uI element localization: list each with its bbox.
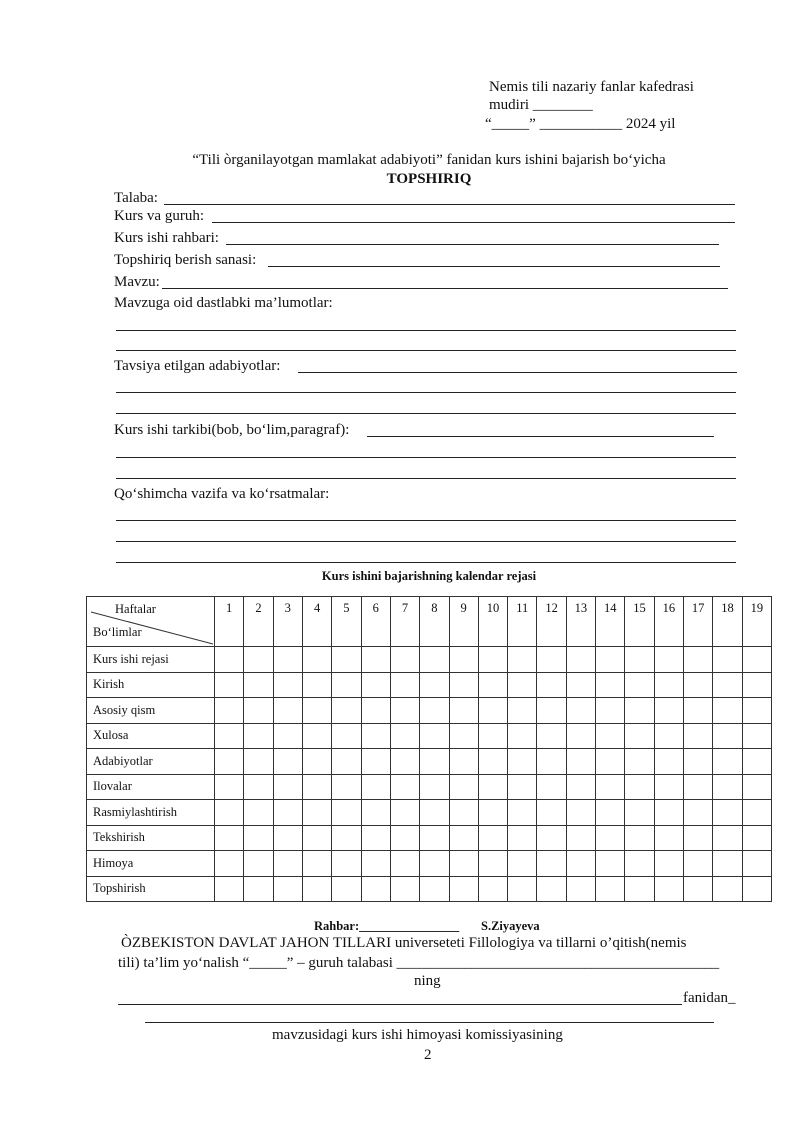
week-header-3: 3 — [273, 597, 302, 647]
calendar-cell[interactable] — [420, 825, 449, 851]
calendar-cell[interactable] — [713, 851, 742, 877]
calendar-cell[interactable] — [684, 774, 713, 800]
calendar-cell[interactable] — [537, 647, 566, 673]
calendar-cell[interactable] — [537, 825, 566, 851]
calendar-cell[interactable] — [244, 698, 273, 724]
calendar-cell[interactable] — [742, 851, 771, 877]
calendar-cell[interactable] — [302, 749, 331, 775]
field-initial-data-line-2[interactable] — [116, 350, 736, 351]
field-student-line[interactable] — [164, 204, 735, 205]
week-header-15: 15 — [625, 597, 654, 647]
calendar-cell[interactable] — [713, 749, 742, 775]
calendar-cell[interactable] — [390, 800, 419, 826]
calendar-cell[interactable] — [508, 672, 537, 698]
calendar-cell[interactable] — [390, 672, 419, 698]
calendar-cell[interactable] — [654, 800, 683, 826]
field-supervisor-label: Kurs ishi rahbari: — [114, 230, 219, 246]
calendar-cell[interactable] — [420, 698, 449, 724]
calendar-cell[interactable] — [215, 698, 244, 724]
calendar-cell[interactable] — [244, 851, 273, 877]
calendar-cell[interactable] — [478, 851, 507, 877]
calendar-cell[interactable] — [713, 876, 742, 902]
calendar-cell[interactable] — [332, 825, 361, 851]
calendar-cell[interactable] — [742, 825, 771, 851]
calendar-cell[interactable] — [215, 851, 244, 877]
calendar-row-label: Ilovalar — [87, 774, 215, 800]
calendar-cell[interactable] — [684, 800, 713, 826]
calendar-cell[interactable] — [537, 774, 566, 800]
calendar-cell[interactable] — [449, 876, 478, 902]
calendar-cell[interactable] — [302, 774, 331, 800]
calendar-cell[interactable] — [390, 723, 419, 749]
calendar-cell[interactable] — [273, 800, 302, 826]
corner-weeks-label: Haftalar — [115, 601, 156, 616]
calendar-row-label: Tekshirish — [87, 825, 215, 851]
calendar-row-label: Kirish — [87, 672, 215, 698]
calendar-cell[interactable] — [390, 749, 419, 775]
calendar-cell[interactable] — [390, 851, 419, 877]
calendar-cell[interactable] — [215, 672, 244, 698]
calendar-cell[interactable] — [244, 672, 273, 698]
header-date: “_____” ___________ 2024 yil — [485, 116, 676, 132]
calendar-cell[interactable] — [566, 876, 595, 902]
footer-commission-line: mavzusidagi kurs ishi himoyasi komissiyasining — [272, 1027, 563, 1043]
calendar-cell[interactable] — [566, 672, 595, 698]
calendar-cell[interactable] — [361, 647, 390, 673]
calendar-cell[interactable] — [684, 825, 713, 851]
calendar-cell[interactable] — [684, 851, 713, 877]
calendar-cell[interactable] — [508, 876, 537, 902]
calendar-row-label: Rasmiylashtirish — [87, 800, 215, 826]
calendar-cell[interactable] — [742, 723, 771, 749]
calendar-cell[interactable] — [654, 876, 683, 902]
calendar-cell[interactable] — [302, 876, 331, 902]
week-header-13: 13 — [566, 597, 595, 647]
calendar-cell[interactable] — [508, 698, 537, 724]
field-structure-line-3[interactable] — [116, 478, 736, 479]
footer-subject-suffix: fanidan_ — [683, 990, 736, 1006]
calendar-row — [87, 851, 772, 877]
calendar-cell[interactable] — [361, 800, 390, 826]
calendar-cell[interactable] — [449, 774, 478, 800]
calendar-cell[interactable] — [537, 749, 566, 775]
calendar-cell[interactable] — [390, 774, 419, 800]
calendar-row — [87, 647, 772, 673]
field-topic-line[interactable] — [162, 288, 728, 289]
week-header-2: 2 — [244, 597, 273, 647]
calendar-cell[interactable] — [273, 876, 302, 902]
calendar-cell[interactable] — [390, 647, 419, 673]
calendar-cell[interactable] — [273, 825, 302, 851]
supervisor-name: S.Ziyayeva — [481, 919, 540, 933]
supervisor-signature-label: Rahbar:________________ — [314, 919, 460, 933]
calendar-cell[interactable] — [449, 825, 478, 851]
calendar-cell[interactable] — [420, 723, 449, 749]
calendar-cell[interactable] — [478, 876, 507, 902]
calendar-cell[interactable] — [684, 672, 713, 698]
calendar-cell[interactable] — [478, 774, 507, 800]
calendar-row-label: Xulosa — [87, 723, 215, 749]
calendar-cell[interactable] — [273, 749, 302, 775]
calendar-table — [86, 596, 772, 902]
week-header-18: 18 — [713, 597, 742, 647]
calendar-cell[interactable] — [625, 774, 654, 800]
document-title: TOPSHIRIQ — [386, 171, 472, 187]
header-department: Nemis tili nazariy fanlar kafedrasi — [489, 79, 694, 95]
calendar-cell[interactable] — [361, 851, 390, 877]
calendar-cell[interactable] — [332, 800, 361, 826]
calendar-cell[interactable] — [654, 774, 683, 800]
calendar-cell[interactable] — [625, 672, 654, 698]
field-student-label: Talaba: — [114, 190, 158, 206]
field-course-group-line[interactable] — [212, 222, 735, 223]
week-header-19: 19 — [742, 597, 771, 647]
calendar-cell[interactable] — [273, 851, 302, 877]
field-issue-date-line[interactable] — [268, 266, 720, 267]
calendar-cell[interactable] — [478, 723, 507, 749]
calendar-cell[interactable] — [713, 723, 742, 749]
calendar-cell[interactable] — [654, 851, 683, 877]
field-structure-line-1[interactable] — [367, 436, 714, 437]
calendar-cell[interactable] — [596, 723, 625, 749]
calendar-corner-cell — [87, 597, 215, 647]
corner-sections-label: Bo‘limlar — [93, 624, 142, 639]
calendar-cell[interactable] — [684, 723, 713, 749]
calendar-row-label: Himoya — [87, 851, 215, 877]
field-issue-date-label: Topshiriq berish sanasi: — [114, 252, 257, 268]
calendar-cell[interactable] — [742, 647, 771, 673]
week-header-12: 12 — [537, 597, 566, 647]
calendar-cell[interactable] — [273, 647, 302, 673]
calendar-cell[interactable] — [361, 876, 390, 902]
calendar-cell[interactable] — [596, 825, 625, 851]
calendar-cell[interactable] — [625, 851, 654, 877]
week-header-11: 11 — [508, 597, 537, 647]
field-literature-line-1[interactable] — [298, 372, 737, 373]
calendar-cell[interactable] — [537, 800, 566, 826]
field-initial-data-label: Mavzuga oid dastlabki ma’lumotlar: — [114, 295, 333, 311]
calendar-cell[interactable] — [215, 749, 244, 775]
field-extra-line-3[interactable] — [116, 562, 736, 563]
calendar-cell[interactable] — [713, 698, 742, 724]
calendar-cell[interactable] — [244, 723, 273, 749]
calendar-cell[interactable] — [302, 698, 331, 724]
calendar-cell[interactable] — [215, 876, 244, 902]
calendar-cell[interactable] — [654, 698, 683, 724]
calendar-cell[interactable] — [478, 749, 507, 775]
field-extra-line-2[interactable] — [116, 541, 736, 542]
calendar-cell[interactable] — [361, 672, 390, 698]
calendar-row-label: Topshirish — [87, 876, 215, 902]
field-initial-data-line-1[interactable] — [116, 330, 736, 331]
calendar-cell[interactable] — [215, 723, 244, 749]
calendar-cell[interactable] — [654, 647, 683, 673]
calendar-cell[interactable] — [566, 774, 595, 800]
calendar-cell[interactable] — [332, 723, 361, 749]
calendar-cell[interactable] — [566, 800, 595, 826]
calendar-row — [87, 698, 772, 724]
calendar-cell[interactable] — [390, 876, 419, 902]
calendar-cell[interactable] — [244, 876, 273, 902]
calendar-cell[interactable] — [302, 723, 331, 749]
calendar-cell[interactable] — [596, 672, 625, 698]
calendar-cell[interactable] — [654, 723, 683, 749]
calendar-row-label: Adabiyotlar — [87, 749, 215, 775]
calendar-cell[interactable] — [420, 876, 449, 902]
calendar-cell[interactable] — [478, 698, 507, 724]
calendar-cell[interactable] — [420, 851, 449, 877]
calendar-cell[interactable] — [361, 698, 390, 724]
calendar-cell[interactable] — [449, 698, 478, 724]
calendar-cell[interactable] — [684, 876, 713, 902]
footer-group-line: tili) ta’lim yo‘nalish “_____” – guruh talabasi ___________________________________________ — [118, 955, 720, 971]
calendar-cell[interactable] — [244, 749, 273, 775]
page-number: 2 — [424, 1047, 432, 1063]
footer-subject-line[interactable] — [118, 1004, 682, 1005]
calendar-cell[interactable] — [596, 774, 625, 800]
week-header-5: 5 — [332, 597, 361, 647]
calendar-cell[interactable] — [625, 749, 654, 775]
week-header-8: 8 — [420, 597, 449, 647]
week-header-1: 1 — [215, 597, 244, 647]
calendar-row — [87, 800, 772, 826]
calendar-cell[interactable] — [684, 749, 713, 775]
footer-topic-line[interactable] — [145, 1022, 714, 1023]
calendar-cell[interactable] — [302, 672, 331, 698]
calendar-cell[interactable] — [449, 723, 478, 749]
calendar-row — [87, 876, 772, 902]
calendar-cell[interactable] — [713, 774, 742, 800]
field-literature-label: Tavsiya etilgan adabiyotlar: — [114, 358, 281, 374]
calendar-cell[interactable] — [684, 647, 713, 673]
calendar-row-label: Asosiy qism — [87, 698, 215, 724]
calendar-cell[interactable] — [654, 825, 683, 851]
calendar-cell[interactable] — [302, 800, 331, 826]
calendar-cell[interactable] — [537, 851, 566, 877]
calendar-cell[interactable] — [596, 698, 625, 724]
calendar-cell[interactable] — [420, 647, 449, 673]
calendar-cell[interactable] — [713, 672, 742, 698]
calendar-cell[interactable] — [478, 647, 507, 673]
calendar-cell[interactable] — [390, 825, 419, 851]
document-subtitle: “Tili òrganilayotgan mamlakat adabiyoti” fanidan kurs ishini bajarish bo‘yicha — [192, 152, 666, 168]
field-course-group-label: Kurs va guruh: — [114, 208, 204, 224]
calendar-cell[interactable] — [596, 876, 625, 902]
calendar-cell[interactable] — [332, 672, 361, 698]
calendar-row — [87, 723, 772, 749]
field-extra-line-1[interactable] — [116, 520, 736, 521]
calendar-cell[interactable] — [742, 698, 771, 724]
calendar-cell[interactable] — [508, 851, 537, 877]
calendar-cell[interactable] — [244, 825, 273, 851]
calendar-cell[interactable] — [625, 825, 654, 851]
calendar-header-row — [87, 597, 772, 647]
calendar-cell[interactable] — [302, 851, 331, 877]
calendar-cell[interactable] — [332, 647, 361, 673]
calendar-row-label: Kurs ishi rejasi — [87, 647, 215, 673]
calendar-cell[interactable] — [625, 723, 654, 749]
calendar-cell[interactable] — [449, 800, 478, 826]
calendar-cell[interactable] — [332, 698, 361, 724]
calendar-cell[interactable] — [273, 723, 302, 749]
calendar-cell[interactable] — [244, 647, 273, 673]
calendar-cell[interactable] — [508, 723, 537, 749]
week-header-16: 16 — [654, 597, 683, 647]
calendar-row — [87, 774, 772, 800]
calendar-cell[interactable] — [508, 647, 537, 673]
calendar-cell[interactable] — [332, 749, 361, 775]
calendar-cell[interactable] — [420, 800, 449, 826]
calendar-cell[interactable] — [420, 774, 449, 800]
calendar-cell[interactable] — [596, 851, 625, 877]
calendar-cell[interactable] — [625, 698, 654, 724]
calendar-cell[interactable] — [625, 876, 654, 902]
calendar-cell[interactable] — [273, 672, 302, 698]
calendar-cell[interactable] — [449, 851, 478, 877]
calendar-cell[interactable] — [742, 800, 771, 826]
calendar-cell[interactable] — [361, 749, 390, 775]
calendar-cell[interactable] — [742, 774, 771, 800]
calendar-cell[interactable] — [215, 774, 244, 800]
calendar-cell[interactable] — [596, 800, 625, 826]
footer-ning: ning — [414, 973, 441, 989]
calendar-cell[interactable] — [244, 800, 273, 826]
field-structure-label: Kurs ishi tarkibi(bob, bo‘lim,paragraf): — [114, 422, 350, 438]
calendar-cell[interactable] — [566, 723, 595, 749]
calendar-cell[interactable] — [244, 774, 273, 800]
header-head: mudiri ________ — [489, 97, 593, 113]
week-header-9: 9 — [449, 597, 478, 647]
footer-university-line: ÒZBEKISTON DAVLAT JAHON TILLARI universeteti Fillologiya va tillarni o’qitish(nemis — [121, 935, 687, 951]
calendar-cell[interactable] — [713, 647, 742, 673]
calendar-row — [87, 672, 772, 698]
field-supervisor-line[interactable] — [226, 244, 719, 245]
calendar-cell[interactable] — [625, 647, 654, 673]
calendar-cell[interactable] — [332, 876, 361, 902]
week-header-10: 10 — [478, 597, 507, 647]
week-header-7: 7 — [390, 597, 419, 647]
calendar-cell[interactable] — [302, 825, 331, 851]
calendar-cell[interactable] — [361, 825, 390, 851]
calendar-cell[interactable] — [478, 800, 507, 826]
calendar-cell[interactable] — [566, 647, 595, 673]
calendar-cell[interactable] — [449, 647, 478, 673]
calendar-cell[interactable] — [566, 825, 595, 851]
calendar-cell[interactable] — [478, 672, 507, 698]
field-structure-line-2[interactable] — [116, 457, 736, 458]
calendar-cell[interactable] — [478, 825, 507, 851]
week-header-14: 14 — [596, 597, 625, 647]
calendar-cell[interactable] — [420, 672, 449, 698]
calendar-cell[interactable] — [390, 698, 419, 724]
calendar-cell[interactable] — [742, 876, 771, 902]
calendar-cell[interactable] — [566, 698, 595, 724]
calendar-cell[interactable] — [215, 825, 244, 851]
week-header-4: 4 — [302, 597, 331, 647]
calendar-cell[interactable] — [332, 851, 361, 877]
calendar-cell[interactable] — [215, 800, 244, 826]
calendar-cell[interactable] — [713, 800, 742, 826]
week-header-6: 6 — [361, 597, 390, 647]
week-header-17: 17 — [684, 597, 713, 647]
calendar-cell[interactable] — [684, 698, 713, 724]
calendar-cell[interactable] — [273, 774, 302, 800]
calendar-row — [87, 825, 772, 851]
calendar-row — [87, 749, 772, 775]
calendar-cell[interactable] — [654, 672, 683, 698]
calendar-cell[interactable] — [215, 647, 244, 673]
calendar-cell[interactable] — [332, 774, 361, 800]
calendar-cell[interactable] — [625, 800, 654, 826]
calendar-cell[interactable] — [537, 698, 566, 724]
calendar-cell[interactable] — [596, 647, 625, 673]
calendar-cell[interactable] — [596, 749, 625, 775]
calendar-title: Kurs ishini bajarishning kalendar rejasi — [321, 569, 537, 583]
calendar-cell[interactable] — [361, 723, 390, 749]
calendar-cell[interactable] — [566, 749, 595, 775]
calendar-cell[interactable] — [537, 876, 566, 902]
calendar-cell[interactable] — [449, 749, 478, 775]
calendar-cell[interactable] — [508, 800, 537, 826]
calendar-cell[interactable] — [742, 749, 771, 775]
calendar-cell[interactable] — [508, 749, 537, 775]
calendar-cell[interactable] — [537, 723, 566, 749]
field-literature-line-2[interactable] — [116, 392, 736, 393]
calendar-cell[interactable] — [508, 825, 537, 851]
calendar-cell[interactable] — [449, 672, 478, 698]
calendar-cell[interactable] — [508, 774, 537, 800]
field-literature-line-3[interactable] — [116, 413, 736, 414]
calendar-cell[interactable] — [537, 672, 566, 698]
calendar-cell[interactable] — [654, 749, 683, 775]
calendar-cell[interactable] — [273, 698, 302, 724]
calendar-cell[interactable] — [742, 672, 771, 698]
calendar-cell[interactable] — [566, 851, 595, 877]
calendar-cell[interactable] — [361, 774, 390, 800]
field-topic-label: Mavzu: — [114, 274, 160, 290]
field-extra-label: Qo‘shimcha vazifa va ko‘rsatmalar: — [114, 486, 330, 502]
calendar-cell[interactable] — [420, 749, 449, 775]
calendar-cell[interactable] — [302, 647, 331, 673]
calendar-cell[interactable] — [713, 825, 742, 851]
